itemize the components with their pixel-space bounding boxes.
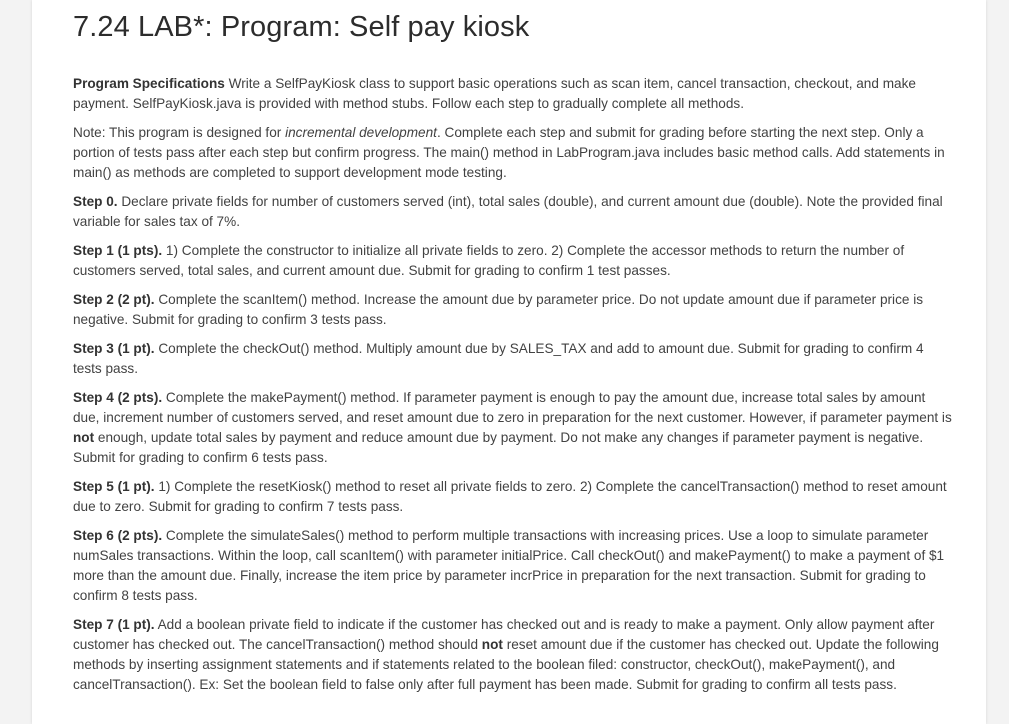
step-3-label: Step 3 (1 pt).: [73, 341, 155, 356]
step-5-label: Step 5 (1 pt).: [73, 479, 155, 494]
step-2-paragraph: [73, 290, 953, 330]
step-6-paragraph: [73, 526, 953, 606]
step-3-paragraph: [73, 339, 953, 379]
step-7-bold-not: not: [481, 637, 503, 652]
program-specifications-paragraph: [73, 74, 953, 114]
note-prefix: Note: This program is designed for: [73, 125, 286, 140]
document-page: [32, 0, 986, 724]
page-title: 7.24 LAB*: Program: Self pay kiosk: [73, 11, 530, 43]
step-3-text: Complete the checkOut() method. Multiply amount due by SALES_TAX and add to amount due. Submit for grading to confirm 4 tests pass.: [73, 341, 924, 376]
document-content: [73, 0, 953, 695]
step-0-paragraph: [73, 192, 953, 232]
step-6-label: Step 6 (2 pts).: [73, 528, 163, 543]
specifications-text: Write a SelfPayKiosk class to support basic operations such as scan item, cancel transaction, checkout, and make payment. SelfPayKiosk.java is provided with method stubs. Follow each step to gradually complete all methods.: [73, 76, 916, 111]
step-2-text: Complete the scanItem() method. Increase the amount due by parameter price. Do not update amount due if parameter price is negative. Submit for grading to confirm 3 tests pass.: [73, 292, 924, 327]
step-6-text: Complete the simulateSales() method to perform multiple transactions with increasing prices. Use a loop to simulate parameter numSales transactions. Within the loop, call scanItem() with parameter initialPrice. Call checkOut() and makePayment() to make a payment of $1 more than the amount due. Finally, increase the item price by parameter incrPrice in preparation for the next transaction. Submit for grading to confirm 8 tests pass.: [73, 528, 945, 603]
note-suffix: . Complete each step and submit for grading before starting the next step. Only a portion of tests pass after each step but confirm progress. The main() method in LabProgram.java includes basic method calls. Add statements in main() as methods are completed to support development mode testing.: [73, 125, 945, 180]
step-5-paragraph: [73, 477, 953, 517]
step-5-text: 1) Complete the resetKiosk() method to reset all private fields to zero. 2) Complete the cancelTransaction() method to reset amount due to zero. Submit for grading to confirm 7 tests pass.: [73, 479, 947, 514]
step-7-text-a: Add a boolean private field to indicate if the customer has checked out and is ready to make a payment. Only allow payment after customer has checked out. The cancelTransaction() method should: [73, 617, 935, 652]
note-emphasis: incremental development: [285, 125, 437, 140]
step-7-paragraph: [73, 615, 953, 695]
step-4-text-a: Complete the makePayment() method. If parameter payment is enough to pay the amount due, increase total sales by amount due, increment number of customers served, and reset amount due to zero in preparation for the next customer. However, if parameter payment is: [73, 390, 952, 425]
step-0-text: Declare private fields for number of customers served (int), total sales (double), and current amount due (double). Note the provided final variable for sales tax of 7%.: [73, 194, 943, 229]
step-1-text: 1) Complete the constructor to initialize all private fields to zero. 2) Complete the accessor methods to return the number of customers served, total sales, and current amount due. Submit for grading to confirm 1 test passes.: [73, 243, 905, 278]
step-4-paragraph: [73, 388, 953, 468]
note-paragraph: [73, 123, 953, 183]
step-4-bold-not: not: [73, 430, 95, 445]
step-2-label: Step 2 (2 pt).: [73, 292, 155, 307]
step-7-label: Step 7 (1 pt).: [73, 617, 155, 632]
step-0-label: Step 0.: [73, 194, 118, 209]
step-1-label: Step 1 (1 pts).: [73, 243, 163, 258]
step-4-text-b: enough, update total sales by payment and reduce amount due by payment. Do not make any changes if parameter payment is negative. Submit for grading to confirm 6 tests pass.: [73, 430, 924, 465]
specifications-label: Program Specifications: [73, 76, 225, 91]
step-7-text-b: reset amount due if the customer has checked out. Update the following methods by inserting assignment statements and if statements related to the boolean filed: constructor, checkOut(), makePayment(), and cancelTransaction(). Ex: Set the boolean field to false only after full payment has been made. Submit for grading to confirm all tests pass.: [73, 637, 939, 692]
step-4-label: Step 4 (2 pts).: [73, 390, 163, 405]
step-1-paragraph: [73, 241, 953, 281]
